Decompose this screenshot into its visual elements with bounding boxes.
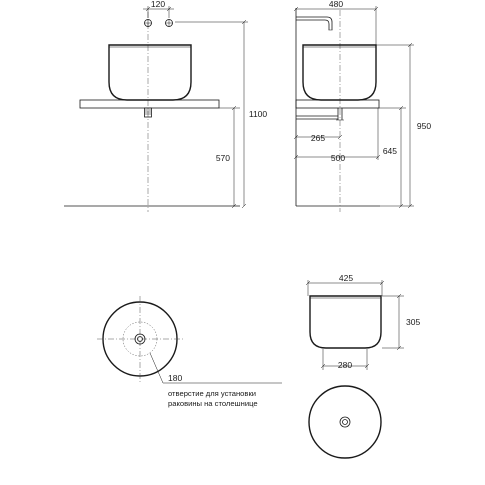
counter-height-side-label: 645 [382, 146, 397, 156]
basin-base-label: 280 [337, 360, 353, 370]
front-countertop [80, 100, 219, 108]
side-view [294, 0, 431, 212]
counter-height-dimension-side [379, 106, 406, 208]
wall-spout [296, 17, 332, 30]
side-basin [303, 45, 376, 100]
basin-width-label: 425 [338, 273, 354, 283]
counter-height-front-label: 570 [215, 153, 230, 163]
depth-dimension [294, 0, 378, 45]
basin-top-plan [309, 386, 381, 458]
counter-depth-label: 500 [330, 153, 346, 163]
tap-handles [144, 19, 173, 27]
basin-base-dimension [321, 349, 369, 370]
tap-spacing-dimension [143, 0, 174, 18]
depth-label: 480 [328, 0, 344, 9]
basin-width-dimension [306, 273, 384, 296]
top-height-dimension [376, 43, 431, 208]
counter-height-dimension-front [216, 106, 240, 208]
total-height-dimension [175, 20, 267, 208]
basin-elevation [310, 296, 381, 348]
front-basin [109, 45, 191, 100]
cutout-circle [123, 322, 157, 356]
side-countertop [296, 100, 379, 108]
total-height-label: 1100 [248, 109, 268, 119]
cutout-note-line1: отверстие для установки [168, 389, 257, 398]
basin-height-dimension [382, 294, 420, 350]
cutout-diameter-label: 180 [168, 373, 183, 383]
side-drain-pipe [296, 108, 344, 120]
plan-view [97, 296, 282, 408]
drain-offset-dimension [294, 133, 342, 143]
tap-spacing-label: 120 [150, 0, 166, 9]
basin-top-drain [340, 417, 350, 427]
drain-offset-label: 265 [310, 133, 326, 143]
cutout-leader [150, 353, 163, 383]
top-height-label: 950 [416, 121, 432, 131]
cutout-note-line2: раковины на столешнице [168, 399, 258, 408]
basin-detail [306, 273, 420, 458]
front-view [64, 0, 267, 212]
basin-height-label: 305 [406, 317, 421, 327]
